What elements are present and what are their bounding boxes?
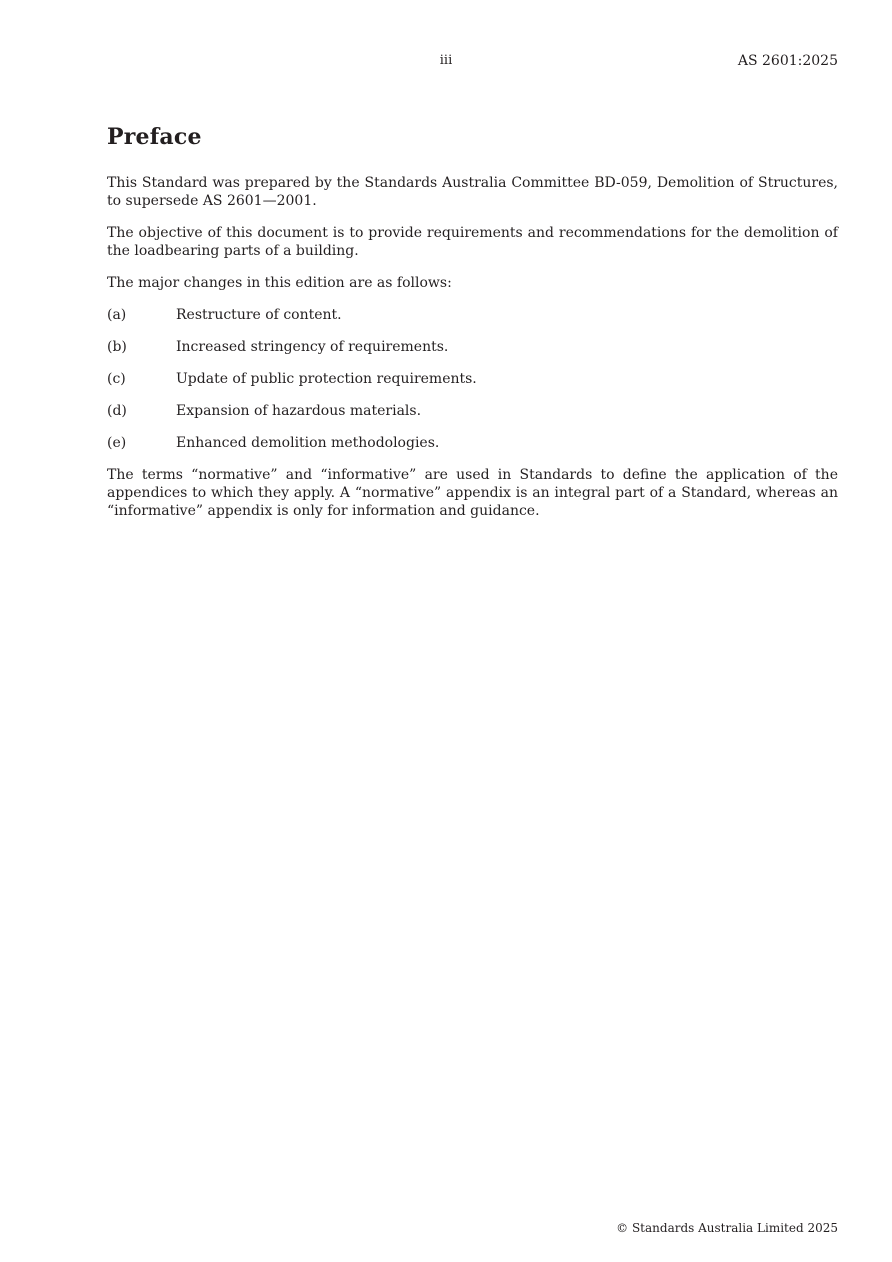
- list-marker: (b): [107, 339, 127, 355]
- page-number: iii: [439, 53, 453, 68]
- list-item: [107, 370, 838, 388]
- list-item: [107, 434, 838, 452]
- paragraph-objective: The objective of this document is to provide requirements and recommendations for the demolition of the loadbearing parts of a building.: [107, 225, 838, 259]
- paragraph-normative-informative: The terms “normative” and “informative” are used in Standards to define the application of the appendices to which they apply. A “normative” appendix is an integral part of a Standard, whereas an “informative” appendix is only for information and guidance.: [107, 467, 838, 519]
- document-id: AS 2601:2025: [737, 53, 838, 69]
- list-marker: (a): [107, 307, 127, 323]
- list-marker: (d): [107, 403, 127, 419]
- paragraph-committee: This Standard was prepared by the Standards Australia Committee BD-059, Demolition of Structures, to supersede AS 2601—2001.: [107, 175, 838, 209]
- changes-list: [107, 306, 838, 452]
- preface-section: [107, 122, 838, 534]
- list-marker: (e): [107, 435, 127, 451]
- list-item: [107, 338, 838, 356]
- list-item: [107, 306, 838, 324]
- list-item-text: Enhanced demolition methodologies.: [176, 435, 440, 451]
- copyright-footer: © Standards Australia Limited 2025: [616, 1221, 838, 1235]
- list-item-text: Increased stringency of requirements.: [176, 339, 449, 355]
- list-marker: (c): [107, 371, 126, 387]
- paragraph-changes-intro: The major changes in this edition are as follows:: [107, 275, 452, 291]
- list-item-text: Restructure of content.: [176, 307, 342, 323]
- list-item: [107, 402, 838, 420]
- page-title: Preface: [107, 124, 202, 150]
- list-item-text: Update of public protection requirements.: [176, 371, 477, 387]
- list-item-text: Expansion of hazardous materials.: [176, 403, 422, 419]
